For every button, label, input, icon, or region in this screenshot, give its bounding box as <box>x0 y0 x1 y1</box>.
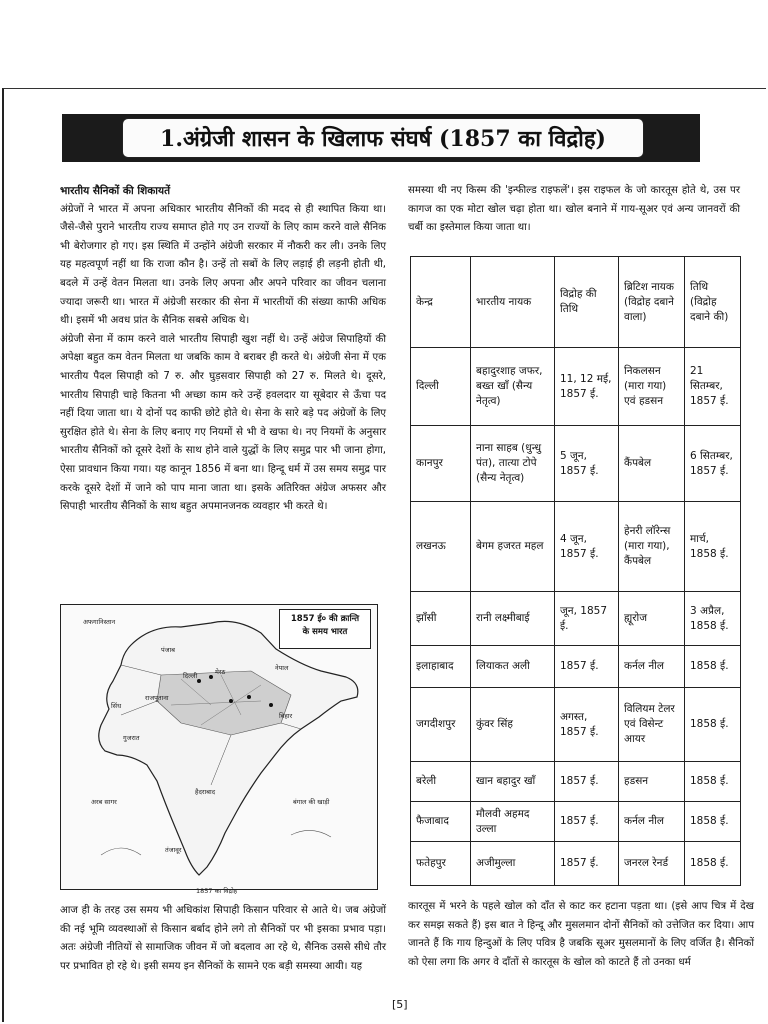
map-label-bihar: बिहार <box>279 712 293 720</box>
map-label-tanjore: तंजावूर <box>165 846 182 854</box>
cell-centre: जगदीशपुर <box>411 688 471 762</box>
cell-british-leader: कर्नल नील <box>619 646 685 688</box>
map-label-punjab: पंजाब <box>161 646 175 654</box>
map-label-arab-sea: अरब सागर <box>91 798 117 806</box>
map-label-nepal: नेपाल <box>275 664 289 672</box>
map-legend <box>279 609 371 649</box>
table-row <box>411 502 741 592</box>
page-number: [5] <box>392 998 408 1011</box>
table-header-row <box>411 257 741 348</box>
cell-centre: दिल्ली <box>411 348 471 426</box>
chapter-title: 1.अंग्रेजी शासन के खिलाफ संघर्ष (1857 का विद्रोह) <box>122 118 644 158</box>
cell-suppression-date: 1858 ई. <box>685 688 741 762</box>
cell-suppression-date: 1858 ई. <box>685 802 741 842</box>
cell-centre: फैजाबाद <box>411 802 471 842</box>
table-row <box>411 842 741 886</box>
left-column-bottom <box>60 902 386 976</box>
cell-centre: लखनऊ <box>411 502 471 592</box>
cell-indian-leader: कुंवर सिंह <box>471 688 555 762</box>
right-paragraph-2: कारतूस में भरने के पहले खोल को दाँत से काट कर हटाना पड़ता था। (इसे आप चित्र में देख कर समझ सकते हैं) इस बात ने हिन्दू और मुसलमान दोनों सैनिकों को उत्तेजित कर दिया। आप जानते हैं कि गाय हिन्दुओं के लिए पवित्र है जबकि सूअर मुसलमानों के लिए वर्जित है। सैनिकों को ऐसा लगा कि अगर वे दाँतों से कारतूस के खोल को काटते हैं तो उनका धर्म <box>408 901 754 968</box>
cell-suppression-date: मार्च, 1858 ई. <box>685 502 741 592</box>
map-label-bay-of-bengal: बंगाल की खाड़ी <box>293 798 330 806</box>
header-indian-leader: भारतीय नायक <box>471 257 555 348</box>
left-paragraph-3: आज ही के तरह उस समय भी अधिकांश सिपाही किसान परिवार से आते थे। जब अंग्रेजों की नई भूमि व्यवस्थाओं से किसान बर्बाद होने लगे तो सैनिकों पर भी इसका प्रभाव पड़ा। अतः अंग्रेजी नीतियों से सामाजिक जीवन में जो बदलाव आ रहे थे, सैनिक उससे सीधे तौर पर प्रभावित हो रहे थे। इसी समय इन सैनिकों के सामने एक बड़ी समस्या आयी। यह <box>60 905 386 972</box>
cell-centre: बरेली <box>411 762 471 802</box>
left-paragraph-1: अंग्रेजों ने भारत में अपना अधिकार भारतीय सैनिकों की मदद से ही स्थापित किया था। जैसे-जैसे पुराने भारतीय राज्य समाप्त होते गए उन राज्यों के लिए काम करने वाले सैनिक भी बेरोजगार हो गए। इस स्थिति में उन्होंने अंग्रेजी सरकार में नौकरी कर ली। उनके लिए यह महत्वपूर्ण नहीं था कि राजा कौन है। उन्हें तो सबों के लिए लड़ाई ही लड़नी होती थी, बदले में उन्हें वेतन मिलता था। उनके लिए अपना और अपने परिवार का जीवन चलाना ज्यादा जरूरी था। भारत में अंग्रेजी सरकार की सेना में भारतीयों की संख्या काफी अधिक थी। इसमें भी अवध प्रांत के सैनिक सबसे अधिक थे। <box>60 203 386 327</box>
cell-centre: फतेहपुर <box>411 842 471 886</box>
cell-indian-leader: बहादुरशाह जफर, बख्त खाँ (सैन्य नेतृत्व) <box>471 348 555 426</box>
cell-indian-leader: नाना साहब (धुन्धु पंत), तात्या टोपे (सैन्य नेतृत्व) <box>471 426 555 502</box>
cell-suppression-date: 1858 ई. <box>685 762 741 802</box>
left-paragraph-2: अंग्रेजी सेना में काम करने वाले भारतीय सिपाही खुश नहीं थे। उन्हें अंग्रेज सिपाहियों की अपेक्षा बहुत कम वेतन मिलता था जबकि काम वे बराबर ही करते थे। अंग्रेजी सेना में एक भारतीय पैदल सिपाही को 7 रु. और घुड़सवार सिपाही को 27 रु. मिलते थे। दूसरे, भारतीय सिपाही चाहे कितना भी अच्छा काम करे उन्हें हवलदार या सूबेदार से ऊँचा पद नहीं दिया जाता था। ये दोनों पद काफी छोटे होते थे। सेना के सारे बड़े पद अंग्रेजों के लिए सुरक्षित होते थे। सेना के लिए बनाए गए नियमों से भी वे खफा थे। नए नियमों के अनुसार भारतीय सैनिकों को दूसरे देशों के साथ होने वाले युद्धों के लिए समुद्र पार भी जाना होगा, ऐसा प्रावधान किया गया। यह कानून 1856 में बना था। हिन्दू धर्म में उस समय समुद्र पार करके दूसरे देशों में जाने को पाप माना जाता था। इसके अतिरिक्त अंग्रेज अफसर और सिपाही भारतीय सैनिकों के साथ बहुत अपमानजनक व्यवहार भी करते थे। <box>60 333 386 513</box>
cell-suppression-date: 1858 ई. <box>685 646 741 688</box>
cell-british-leader: हडसन <box>619 762 685 802</box>
section-heading: भारतीय सैनिकों की शिकायतें <box>60 185 171 197</box>
map-label-meerut: मेरठ <box>215 668 226 676</box>
cell-revolt-date: अगस्त, 1857 ई. <box>555 688 619 762</box>
map-1857-india <box>60 604 378 890</box>
map-label-delhi: दिल्ली <box>183 672 198 680</box>
cell-suppression-date: 21 सितम्बर, 1857 ई. <box>685 348 741 426</box>
cell-suppression-date: 3 अप्रैल, 1858 ई. <box>685 592 741 646</box>
cell-revolt-date: 1857 ई. <box>555 762 619 802</box>
cell-indian-leader: मौलवी अहमद उल्ला <box>471 802 555 842</box>
cell-revolt-date: 4 जून, 1857 ई. <box>555 502 619 592</box>
cell-centre: झाँसी <box>411 592 471 646</box>
map-label-sindh: सिंध <box>111 702 122 710</box>
cell-british-leader: विलियम टेलर एवं विसेन्ट आयर <box>619 688 685 762</box>
cell-british-leader: कैंपबेल <box>619 426 685 502</box>
cell-revolt-date: 1857 ई. <box>555 842 619 886</box>
cell-indian-leader: अजीमुल्ला <box>471 842 555 886</box>
map-legend-line-2: के समय भारत <box>302 627 348 637</box>
table-row <box>411 348 741 426</box>
cell-british-leader: हेनरी लॉरेन्स (मारा गया), कैंपबेल <box>619 502 685 592</box>
cell-revolt-date: 5 जून, 1857 ई. <box>555 426 619 502</box>
cell-suppression-date: 1858 ई. <box>685 842 741 886</box>
header-centre: केन्द्र <box>411 257 471 348</box>
table-row <box>411 802 741 842</box>
cell-revolt-date: 11, 12 मई, 1857 ई. <box>555 348 619 426</box>
cell-british-leader: जनरल रेनर्ड <box>619 842 685 886</box>
right-paragraph-1: समस्या थी नए किस्म की 'इन्फील्ड राइफलें'। इस राइफल के जो कारतूस होते थे, उस पर कागज का एक मोटा खोल चढ़ा होता था। खोल बनाने में गाय-सूअर एवं अन्य जानवरों की चर्बी का इस्तेमाल किया जाता था। <box>408 185 740 234</box>
cell-british-leader: निकलसन (मारा गया) एवं हडसन <box>619 348 685 426</box>
cell-british-leader: कर्नल नील <box>619 802 685 842</box>
cell-revolt-date: जून, 1857 ई. <box>555 592 619 646</box>
cell-suppression-date: 6 सितम्बर, 1857 ई. <box>685 426 741 502</box>
map-label-hyderabad: हैदराबाद <box>195 788 216 796</box>
cell-centre: इलाहाबाद <box>411 646 471 688</box>
right-column-bottom <box>408 898 754 972</box>
map-caption: 1857 का विद्रोह <box>196 887 238 895</box>
revolt-centres-table <box>410 256 741 886</box>
map-label-afghanistan: अफगानिस्तान <box>83 618 116 626</box>
table-row <box>411 646 741 688</box>
cell-indian-leader: रानी लक्ष्मीबाई <box>471 592 555 646</box>
header-suppression-date: तिथि (विद्रोह दबाने की) <box>685 257 741 348</box>
table-row <box>411 762 741 802</box>
cell-indian-leader: खान बहादुर खाँ <box>471 762 555 802</box>
header-revolt-date: विद्रोह की तिथि <box>555 257 619 348</box>
table-row <box>411 426 741 502</box>
cell-indian-leader: बेगम हजरत महल <box>471 502 555 592</box>
map-legend-line-1: 1857 ई० की क्रान्ति <box>290 614 360 624</box>
cell-indian-leader: लियाकत अली <box>471 646 555 688</box>
table-row <box>411 688 741 762</box>
cell-centre: कानपुर <box>411 426 471 502</box>
header-british-leader: ब्रिटिश नायक (विद्रोह दबाने वाला) <box>619 257 685 348</box>
right-column-top <box>408 182 740 238</box>
map-label-rajputana: राजपूताना <box>145 694 169 702</box>
map-label-gujarat: गुजरात <box>123 734 140 742</box>
cell-british-leader: ह्यूरोज <box>619 592 685 646</box>
table-row <box>411 592 741 646</box>
cell-revolt-date: 1857 ई. <box>555 802 619 842</box>
left-column <box>60 182 386 517</box>
cell-revolt-date: 1857 ई. <box>555 646 619 688</box>
